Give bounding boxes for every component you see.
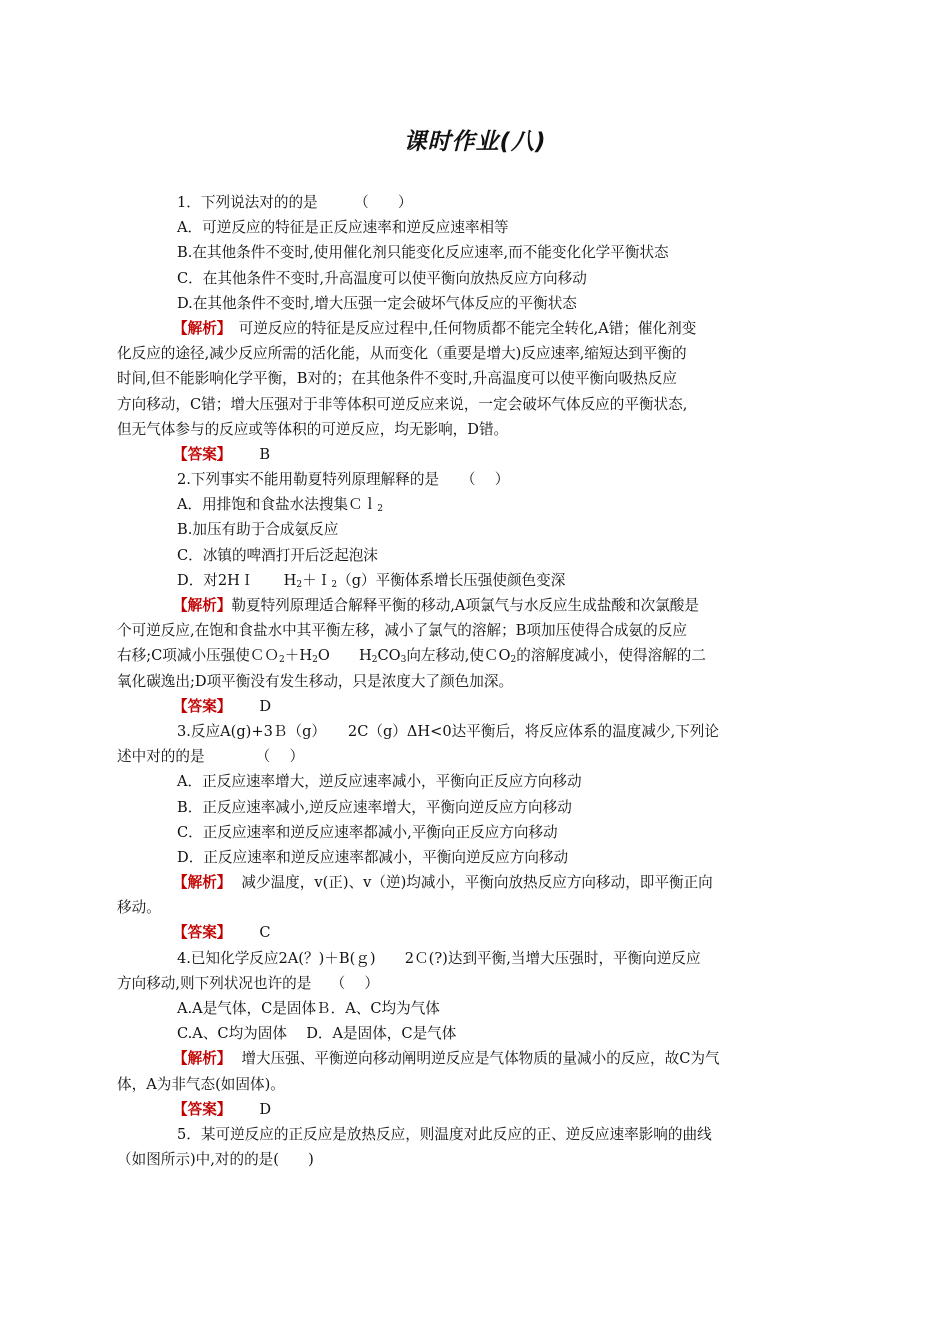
q5-stem: （如图所示)中,对的的是( ) (117, 1151, 314, 1169)
answer-tag: 【答案】 (173, 924, 232, 942)
q2-stem: 2.下列事实不能用勒夏特列原理解释的是 （ ） (177, 471, 510, 489)
q3-analysis-line (117, 870, 817, 895)
q1-analysis-line: 时间,但不能影响化学平衡，B对的；在其他条件不变时,升高温度可以使平衡向吸热反应 (117, 370, 677, 388)
analysis-tag: 【解析】 (173, 319, 225, 337)
analysis-tag: 【解析】 (173, 597, 232, 614)
q4-analysis-line: 体，A为非气态(如固体)。 (117, 1075, 285, 1093)
q1-answer-line (117, 442, 817, 467)
q2-option-b: B.加压有助于合成氨反应 (177, 521, 339, 539)
q3-option-c: C．正反应速率和逆反应速率都减小,平衡向正反应方向移动 (177, 823, 558, 841)
q2-analysis-line (117, 593, 817, 618)
q3-answer-line (117, 920, 817, 945)
q2-analysis-line: 右移;C项减小压强使$CO_2+H_2O$ $H_2CO_3$向左移动,使ＣO$_2$的溶解度减小，使得溶解的二 (117, 647, 706, 666)
page-title: 课时作业(八) (403, 129, 547, 155)
q1-analysis-line: 但无气体参与的反应或等体积的可逆反应，均无影响，D错。 (117, 420, 509, 438)
q1-analysis-line (117, 316, 817, 341)
q4-options-cd: C.A、C均为固体 D．A是固体，C是气体 (177, 1025, 457, 1043)
q2-analysis-line: 氧化碳逸出;D项平衡没有发生移动，只是浓度大了颜色加深。 (117, 672, 514, 690)
analysis-tag: 【解析】 (173, 874, 232, 892)
q3-option-d: D．正反应速率和逆反应速率都减小，平衡向逆反应方向移动 (177, 848, 569, 866)
q4-analysis-line (117, 1046, 817, 1071)
q1-option-a: A．可逆反应的特征是正反应速率和逆反应速率相等 (177, 219, 509, 237)
q4-stem: 方向移动,则下列状况也许的是 （ ） (117, 974, 380, 992)
answer-tag: 【答案】 (173, 445, 232, 463)
q3-analysis-text: 减少温度，v(正)、v（逆)均减小，平衡向放热反应方向移动，即平衡正向 (241, 874, 713, 892)
q4-stem: 4.已知化学反应2A(？)＋B(ｇ) 2Ｃ(?)达到平衡,当增大压强时，平衡向逆反应 (177, 949, 701, 967)
q2-option-d: D．对2HＩ $H_2+I_2(g)$平衡体系增长压强使颜色变深 (177, 571, 566, 590)
answer-tag: 【答案】 (173, 1100, 232, 1118)
q1-analysis-text: 可逆反应的特征是反应过程中,任何物质都不能完全转化,A错；催化剂变 (224, 319, 697, 337)
q1-answer: B (259, 445, 271, 463)
q2-option-a: A．用排饱和食盐水法搜集Ｃｌ$_2$ (177, 496, 383, 515)
q5-stem: 5．某可逆反应的正反应是放热反应，则温度对此反应的正、逆反应速率影响的曲线 (177, 1125, 712, 1143)
q4-answer-line (117, 1097, 817, 1122)
q1-stem: 1．下列说法对的的是 （ ） (177, 194, 413, 211)
q3-option-a: A．正反应速率增大，逆反应速率减小，平衡向正反应方向移动 (177, 773, 582, 791)
q1-analysis-line: 化反应的途径,减少反应所需的活化能，从而变化（重要是增大)反应速率,缩短达到平衡的 (117, 345, 687, 363)
q1-option-d: D.在其他条件不变时,增大压强一定会破坏气体反应的平衡状态 (177, 294, 577, 312)
q2-answer: D (259, 697, 272, 715)
q3-stem: 3.反应A(g)+3Ｂ（g） 2C（g）ΔH<0达平衡后，将反应体系的温度减少,下列论 (177, 722, 719, 740)
q3-stem: 述中对的的是 （ ） (117, 748, 305, 766)
q3-option-b: B．正反应速率减小,逆反应速率增大，平衡向逆反应方向移动 (177, 798, 572, 816)
q2-analysis-line: 个可逆反应,在饱和食盐水中其平衡左移，减小了氯气的溶解；B项加压使得合成氨的反应 (117, 622, 687, 640)
answer-tag: 【答案】 (173, 697, 232, 715)
q2-answer-line (117, 694, 817, 719)
q4-answer: D (259, 1100, 272, 1118)
q1-option-c: C．在其他条件不变时,升高温度可以使平衡向放热反应方向移动 (177, 269, 587, 287)
q4-options-ab: A.A是气体，C是固体Ｂ．A、C均为气体 (177, 1000, 440, 1017)
q3-answer: C (259, 924, 271, 942)
q3-analysis-line: 移动。 (117, 899, 161, 917)
q1-option-b: B.在其他条件不变时,使用催化剂只能变化反应速率,而不能变化化学平衡状态 (177, 244, 669, 262)
q2-option-c: C．冰镇的啤酒打开后泛起泡沫 (177, 546, 378, 564)
document-body (117, 190, 817, 1172)
q2-analysis-text: 勒夏特列原理适合解释平衡的移动,A项氯气与水反应生成盐酸和次氯酸是 (231, 597, 699, 614)
q1-analysis-line: 方向移动，C错；增大压强对于非等体积可逆反应来说，一定会破坏气体反应的平衡状态, (117, 395, 688, 413)
analysis-tag: 【解析】 (173, 1050, 232, 1068)
q4-analysis-text: 增大压强、平衡逆向移动阐明逆反应是气体物质的量减小的反应，故C为气 (241, 1050, 720, 1068)
